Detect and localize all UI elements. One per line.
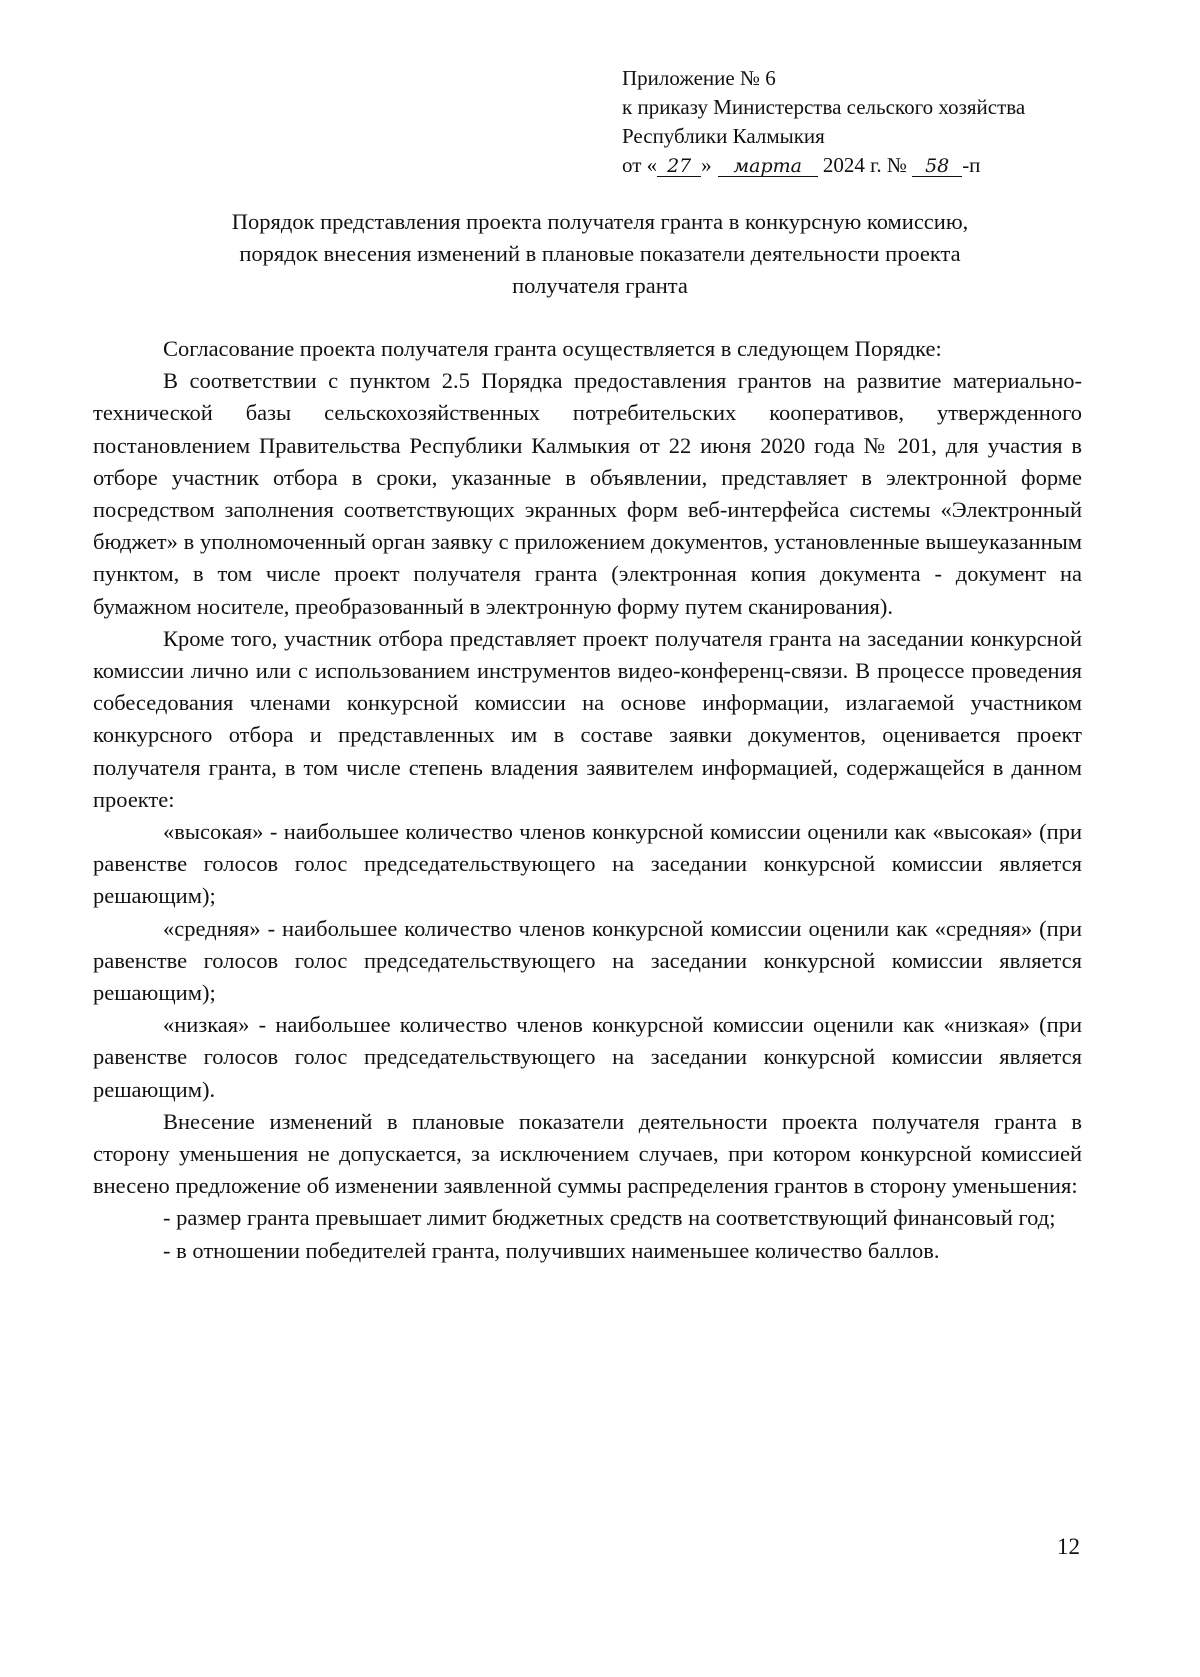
paragraph-case-limit: - размер гранта превышает лимит бюджетных средств на соответствующий финансовый год;	[163, 1205, 1056, 1231]
date-year: 2024 г. №	[822, 153, 907, 177]
appendix-date-line	[622, 151, 1092, 180]
page-number: 12	[1057, 1534, 1080, 1559]
paragraph-intro: Согласование проекта получателя гранта осуществляется в следующем Порядке:	[163, 336, 942, 361]
handwritten-day: 27	[657, 156, 701, 177]
title-line: порядок внесения изменений в плановые показатели деятельности проекта	[239, 241, 961, 266]
paragraph-rating-medium: «средняя» - наибольшее количество членов конкурсной комиссии оценили как «средняя» (при равенстве голосов голос председательствующего на заседании конкурсной комиссии является решающим);	[93, 915, 1082, 1006]
title-line: Порядок представления проекта получателя гранта в конкурсную комиссию,	[231, 209, 969, 234]
paragraph-case-winners: - в отношении победителей гранта, получивших наименьшее количество баллов.	[163, 1237, 940, 1263]
handwritten-month: марта	[718, 156, 818, 177]
handwritten-order-number: 58	[912, 156, 962, 177]
document-title	[120, 206, 1080, 302]
order-suffix: -п	[962, 153, 981, 177]
title-line: получателя гранта	[512, 273, 688, 298]
appendix-number: Приложение № 6	[622, 66, 776, 90]
paragraph-rating-low: «низкая» - наибольшее количество членов конкурсной комиссии оценили как «низкая» (при равенстве голосов голос председательствующего на заседании конкурсной комиссии является решающим).	[93, 1012, 1082, 1102]
appendix-region: Республики Калмыкия	[622, 124, 825, 148]
paragraph-presentation: Кроме того, участник отбора представляет проект получателя гранта на заседании конкурсной комиссии лично или с использованием инструментов видео-конференц-связи. В процессе проведения собеседования членами конкурсной комиссии на основе информации, излагаемой участником конкурсного отбора и представленных им в составе заявки документов, оценивается проект получателя гранта, в том числе степень владения заявителем информацией, содержащейся в данном проекте:	[93, 625, 1082, 812]
date-prefix: от «	[622, 153, 658, 177]
paragraph-rating-high: «высокая» - наибольшее количество членов конкурсной комиссии оценили как «высокая» (при равенстве голосов голос председательствующего на заседании конкурсной комиссии является решающим);	[93, 819, 1082, 909]
appendix-header	[622, 64, 1092, 180]
date-mid: »	[701, 153, 712, 177]
document-body	[93, 333, 1082, 1267]
appendix-order-ref: к приказу Министерства сельского хозяйства	[622, 95, 1026, 119]
paragraph-changes: Внесение изменений в плановые показатели деятельности проекта получателя гранта в сторону уменьшения не допускается, за исключением случаев, при котором конкурсной комиссией внесено предложение об изменении заявленной суммы распределения грантов в сторону уменьшения:	[93, 1108, 1082, 1199]
paragraph-submission: В соответствии с пунктом 2.5 Порядка предоставления грантов на развитие материально-технической базы сельскохозяйственных потребительских кооперативов, утвержденного постановлением Правительства Республики Калмыкия от 22 июня 2020 года № 201, для участия в отборе участник отбора в сроки, указанные в объявлении, представляет в электронной форме посредством заполнения соответствующих экранных форм веб-интерфейса системы «Электронный бюджет» в уполномоченный орган заявку с приложением документов, установленные вышеуказанным пунктом, в том числе проект получателя гранта (электронная копия документа - документ на бумажном носителе, преобразованный в электронную форму путем сканирования).	[93, 368, 1082, 619]
